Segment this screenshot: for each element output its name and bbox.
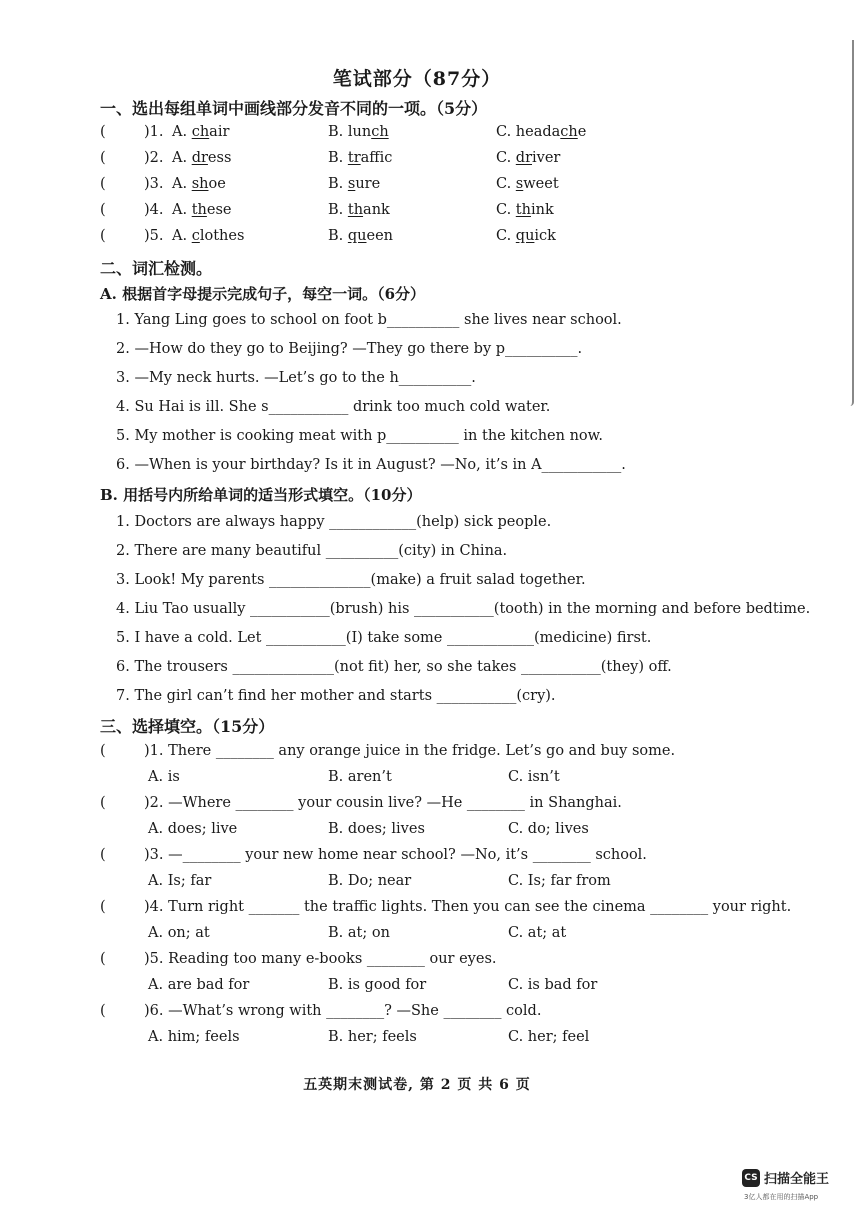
option-a: A. him; feels [148, 1029, 240, 1045]
underlined-sound: qu [515, 228, 535, 244]
fill-in-line: 4. Su Hai is ill. She s___________ drink too much cold water. [116, 399, 551, 415]
underlined-sound: tr [347, 150, 361, 166]
option-c: C. do; lives [508, 821, 589, 837]
underlined-sound: dr [515, 150, 533, 166]
options-row [100, 873, 800, 895]
option-a: A. does; live [148, 821, 238, 837]
option-a: A. shoe [172, 176, 226, 192]
question-number: )4. [144, 202, 164, 218]
option-b: B. does; lives [328, 821, 425, 837]
option-a: A. are bad for [148, 977, 250, 993]
answer-blank: ( [100, 176, 106, 192]
options-row [100, 925, 800, 947]
option-c: C. sweet [496, 176, 559, 192]
options-row [100, 821, 800, 843]
underlined-sound: th [347, 202, 364, 218]
answer-blank: ( [100, 124, 106, 140]
part1-heading: 一、选出每组单词中画线部分发音不同的一项。（5分） [100, 99, 488, 118]
answer-blank: ( [100, 1003, 106, 1019]
fill-in-line: 1. Doctors are always happy ____________(help) sick people. [116, 514, 552, 530]
cs-logo-icon: CS [742, 1169, 760, 1187]
question-row [100, 743, 800, 765]
option-b: B. is good for [328, 977, 427, 993]
option-a: A. Is; far [148, 873, 212, 889]
answer-blank: ( [100, 743, 106, 759]
options-row [100, 769, 800, 791]
underlined-sound: ch [191, 124, 210, 140]
scanner-logo [742, 1168, 829, 1187]
part3-heading: 三、选择填空。（15分） [100, 717, 275, 736]
option-a: A. these [172, 202, 232, 218]
option-b: B. her; feels [328, 1029, 417, 1045]
underlined-sound: s [347, 176, 356, 192]
option-c: C. headache [496, 124, 587, 140]
option-b: B. Do; near [328, 873, 412, 889]
question-row [100, 150, 800, 172]
answer-blank: ( [100, 202, 106, 218]
question-row [100, 228, 800, 250]
option-c: C. her; feel [508, 1029, 590, 1045]
option-b: B. at; on [328, 925, 390, 941]
question-row [100, 951, 800, 973]
option-c: C. quick [496, 228, 556, 244]
question-row [100, 1003, 800, 1025]
fill-in-line: 2. —How do they go to Beijing? —They go there by p__________. [116, 341, 583, 357]
option-c: C. think [496, 202, 554, 218]
option-c: C. driver [496, 150, 561, 166]
fill-in-line: 1. Yang Ling goes to school on foot b__________ she lives near school. [116, 312, 622, 328]
question-row [100, 847, 800, 869]
option-a: A. chair [172, 124, 230, 140]
question-stem: )2. —Where ________ your cousin live? —He ________ in Shanghai. [144, 795, 622, 811]
underlined-sound: s [515, 176, 524, 192]
option-b: B. aren’t [328, 769, 392, 785]
fill-in-line: 2. There are many beautiful __________(city) in China. [116, 543, 508, 559]
question-number: )3. [144, 176, 164, 192]
option-a: A. is [148, 769, 180, 785]
answer-blank: ( [100, 847, 106, 863]
option-b: B. thank [328, 202, 390, 218]
answer-blank: ( [100, 951, 106, 967]
answer-blank: ( [100, 899, 106, 915]
option-b: B. traffic [328, 150, 393, 166]
option-a: A. clothes [172, 228, 245, 244]
fill-in-line: 7. The girl can’t find her mother and starts ___________(cry). [116, 688, 556, 704]
fill-in-line: 6. —When is your birthday? Is it in August? —No, it’s in A___________. [116, 457, 626, 473]
part2b-heading: B. 用括号内所给单词的适当形式填空。（10分） [100, 486, 422, 504]
option-c: C. is bad for [508, 977, 598, 993]
options-row [100, 1029, 800, 1051]
part2a-heading: A. 根据首字母提示完成句子，每空一词。（6分） [100, 285, 426, 303]
question-stem: )4. Turn right _______ the traffic lights. Then you can see the cinema ________ your right. [144, 899, 792, 915]
scanner-tagline: 3亿人都在用的扫描App [744, 1193, 819, 1201]
option-a: A. on; at [148, 925, 210, 941]
underlined-sound: th [191, 202, 207, 218]
answer-blank: ( [100, 228, 106, 244]
option-a: A. dress [172, 150, 232, 166]
underlined-sound: c [191, 228, 200, 244]
part2-heading: 二、词汇检测。 [100, 259, 213, 278]
answer-blank: ( [100, 150, 106, 166]
option-b: B. sure [328, 176, 381, 192]
question-stem: )6. —What’s wrong with ________? —She ________ cold. [144, 1003, 542, 1019]
question-row [100, 795, 800, 817]
question-row [100, 124, 800, 146]
scrollbar[interactable] [848, 40, 854, 406]
answer-blank: ( [100, 795, 106, 811]
fill-in-line: 5. My mother is cooking meat with p__________ in the kitchen now. [116, 428, 603, 444]
underlined-sound: ch [371, 124, 389, 140]
question-row [100, 176, 800, 198]
option-c: C. isn’t [508, 769, 560, 785]
option-b: B. lunch [328, 124, 389, 140]
question-row [100, 899, 800, 921]
underlined-sound: ch [560, 124, 578, 140]
options-row [100, 977, 800, 999]
question-row [100, 202, 800, 224]
scanner-app-name: 扫描全能王 [764, 1172, 830, 1187]
underlined-sound: dr [191, 150, 208, 166]
option-b: B. queen [328, 228, 394, 244]
question-stem: )5. Reading too many e-books ________ our eyes. [144, 951, 497, 967]
fill-in-line: 3. —My neck hurts. —Let’s go to the h__________. [116, 370, 476, 386]
fill-in-line: 6. The trousers ______________(not fit) her, so she takes ___________(they) off. [116, 659, 672, 675]
option-c: C. Is; far from [508, 873, 611, 889]
question-stem: )1. There ________ any orange juice in the fridge. Let’s go and buy some. [144, 743, 676, 759]
page-title: 笔试部分（87分） [332, 68, 502, 90]
underlined-sound: sh [191, 176, 209, 192]
page-footer: 五英期末测试卷, 第 2 页 共 6 页 [303, 1077, 531, 1093]
fill-in-line: 5. I have a cold. Let ___________(I) take some ____________(medicine) first. [116, 630, 652, 646]
underlined-sound: qu [347, 228, 367, 244]
question-number: )1. [144, 124, 164, 140]
option-c: C. at; at [508, 925, 567, 941]
question-stem: )3. —________ your new home near school? —No, it’s ________ school. [144, 847, 647, 863]
underlined-sound: th [515, 202, 531, 218]
question-number: )5. [144, 228, 164, 244]
question-number: )2. [144, 150, 164, 166]
fill-in-line: 3. Look! My parents ______________(make) a fruit salad together. [116, 572, 586, 588]
fill-in-line: 4. Liu Tao usually ___________(brush) his ___________(tooth) in the morning and before bedtime. [116, 601, 811, 617]
